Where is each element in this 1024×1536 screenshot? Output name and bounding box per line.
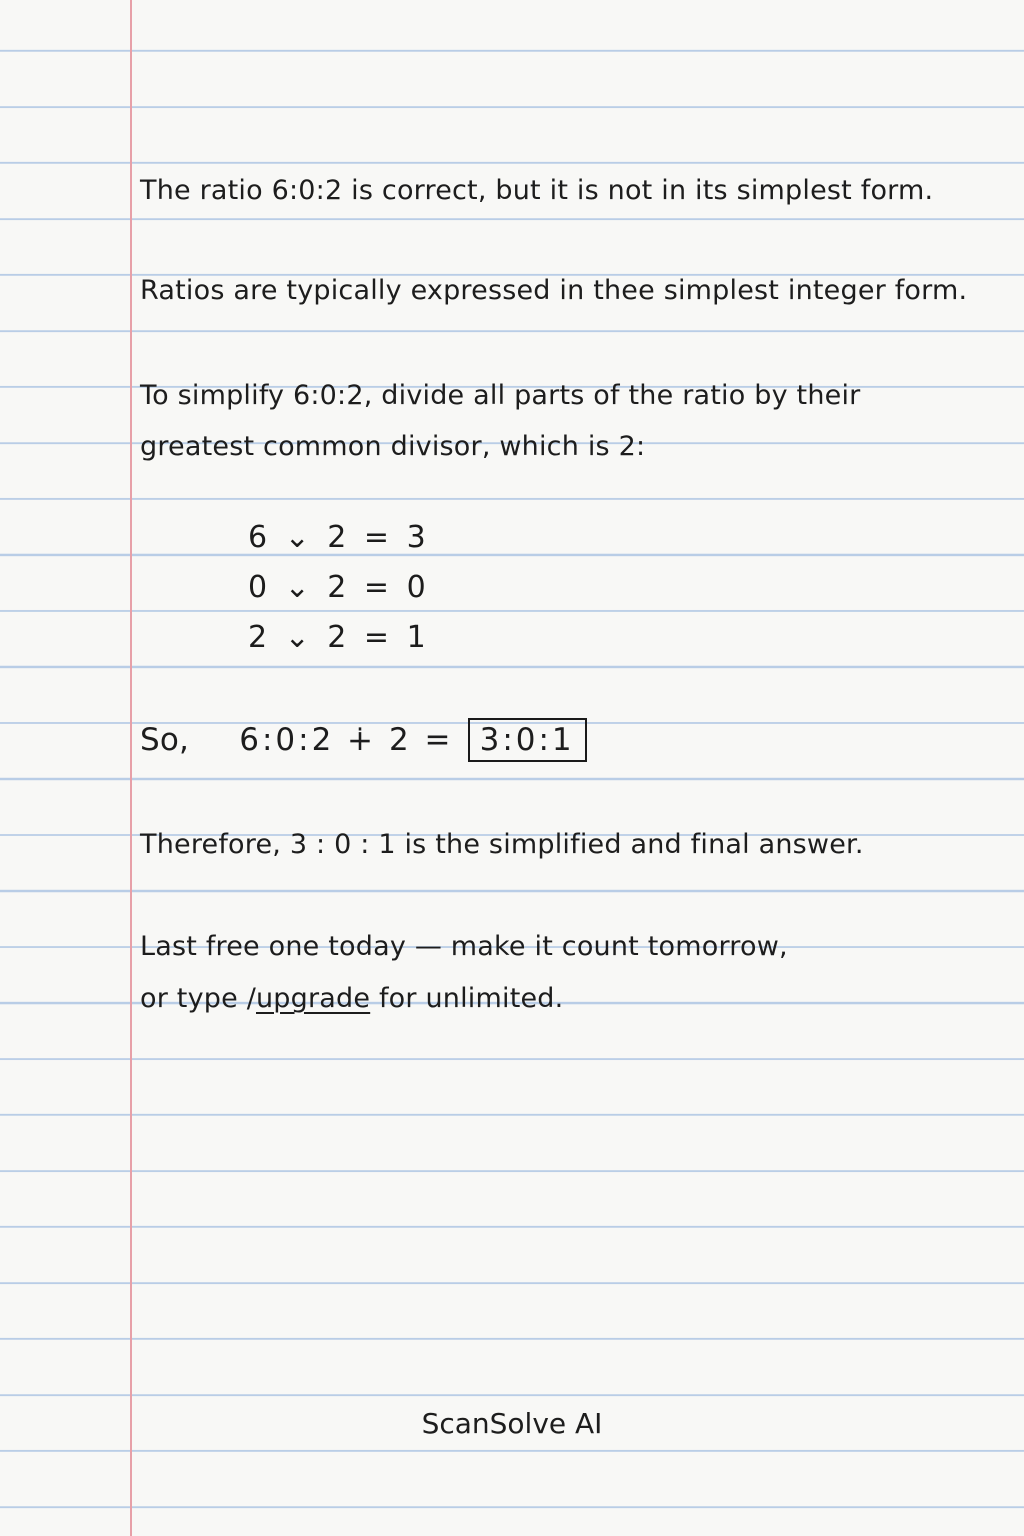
upgrade-link[interactable]: upgrade xyxy=(256,983,371,1014)
conclusion-expression: 6:0:2 ∔ 2 = xyxy=(239,722,454,758)
step-3: 2 ⌄ 2 = 1 xyxy=(248,620,430,655)
boxed-answer: 3:0:1 xyxy=(468,718,587,762)
paragraph-ratio-correct: The ratio 6:0:2 is correct, but it is not in its simplest form. xyxy=(140,175,934,206)
paragraph-simplest-form: Ratios are typically expressed in thee simplest integer form. xyxy=(140,275,968,306)
paragraph-simplify-line-1: To simplify 6:0:2, divide all parts of the ratio by their xyxy=(140,380,861,411)
margin-line xyxy=(130,0,132,1536)
step-2: 0 ⌄ 2 = 0 xyxy=(248,570,430,605)
conclusion-prefix: So, xyxy=(140,722,190,758)
final-statement: Therefore, 3 : 0 : 1 is the simplified and final answer. xyxy=(140,829,864,860)
promo-line-1: Last free one today — make it count tomorrow, xyxy=(140,931,788,962)
promo-suffix: for unlimited. xyxy=(370,983,564,1014)
paragraph-simplify-line-2: greatest common divisor, which is 2: xyxy=(140,431,646,462)
brand-footer: ScanSolve AI xyxy=(421,1407,603,1440)
promo-line-2 xyxy=(140,982,563,1016)
conclusion-line xyxy=(140,718,587,762)
promo-prefix: or type / xyxy=(140,983,256,1014)
step-1: 6 ⌄ 2 = 3 xyxy=(248,520,430,555)
